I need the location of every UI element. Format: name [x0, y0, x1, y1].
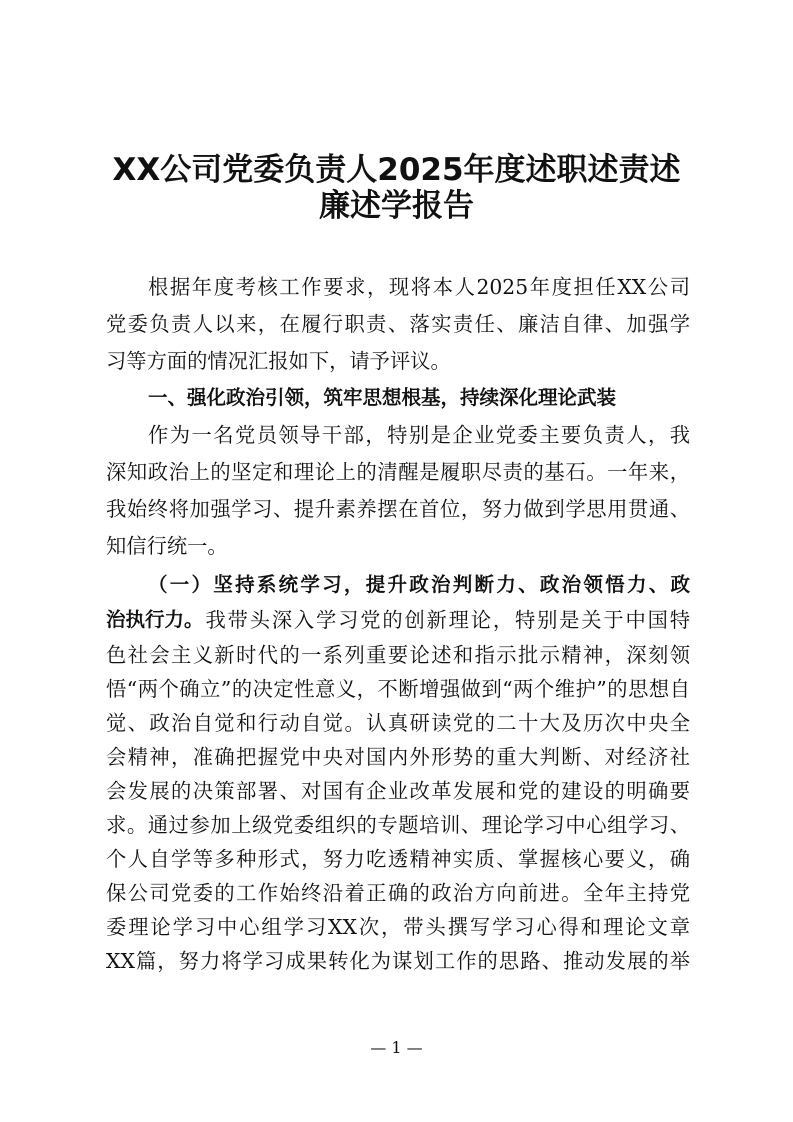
body-line: 个人自学等多种形式，努力吃透精神实质、掌握核心要义，确 [106, 847, 690, 871]
body-line: 求。通过参加上级党委组织的专题培训、理论学习中心组学习、 [106, 813, 690, 837]
body-line [106, 607, 690, 633]
body-line: 悟“两个确立”的决定性意义，不断增强做到“两个维护”的思想自 [106, 677, 690, 701]
body-line: 知信行统一。 [106, 534, 228, 558]
subsection-heading-1: （一）坚持系统学习，提升政治判断力、政治领悟力、政 [148, 573, 690, 596]
section-heading-1: 一、强化政治引领，筑牢思想根基，持续深化理论武装 [148, 386, 617, 409]
body-line: XX篇，努力将学习成果转化为谋划工作的思路、推动发展的举 [106, 949, 690, 973]
body-line: 色社会主义新时代的一系列重要论述和指示批示精神，深刻领 [106, 643, 690, 667]
body-line: 我始终将加强学习、提升素养摆在首位，努力做到学思用贯通、 [106, 497, 690, 521]
body-text: 我带头深入学习党的创新理论，特别是关于中国特 [205, 608, 690, 632]
body-line: 习等方面的情况汇报如下，请予评议。 [106, 349, 451, 373]
page-number: — 1 — [370, 1038, 423, 1057]
body-line: 觉、政治自觉和行动自觉。认真研读党的二十大及历次中央全 [106, 711, 690, 735]
body-line: 会精神，准确把握党中央对国内外形势的重大判断、对经济社 [106, 745, 690, 769]
body-line: 会发展的决策部署、对国有企业改革发展和党的建设的明确要 [106, 779, 690, 803]
body-line: 作为一名党员领导干部，特别是企业党委主要负责人，我 [148, 423, 690, 447]
body-line: 保公司党委的工作始终沿着正确的政治方向前进。全年主持党 [106, 881, 690, 905]
body-line: 党委负责人以来，在履行职责、落实责任、廉洁自律、加强学 [106, 312, 690, 336]
body-line: 委理论学习中心组学习XX次，带头撰写学习心得和理论文章 [106, 915, 690, 939]
document-title-line-1: XX公司党委负责人2025年度述职述责述 [112, 152, 681, 188]
body-line: 根据年度考核工作要求，现将本人2025年度担任XX公司 [148, 275, 690, 299]
document-title-line-2: 廉述学报告 [319, 188, 474, 224]
subsection-heading-1-end: 治执行力。 [106, 608, 204, 631]
body-line: 深知政治上的坚定和理论上的清醒是履职尽责的基石。一年来， [106, 460, 690, 484]
